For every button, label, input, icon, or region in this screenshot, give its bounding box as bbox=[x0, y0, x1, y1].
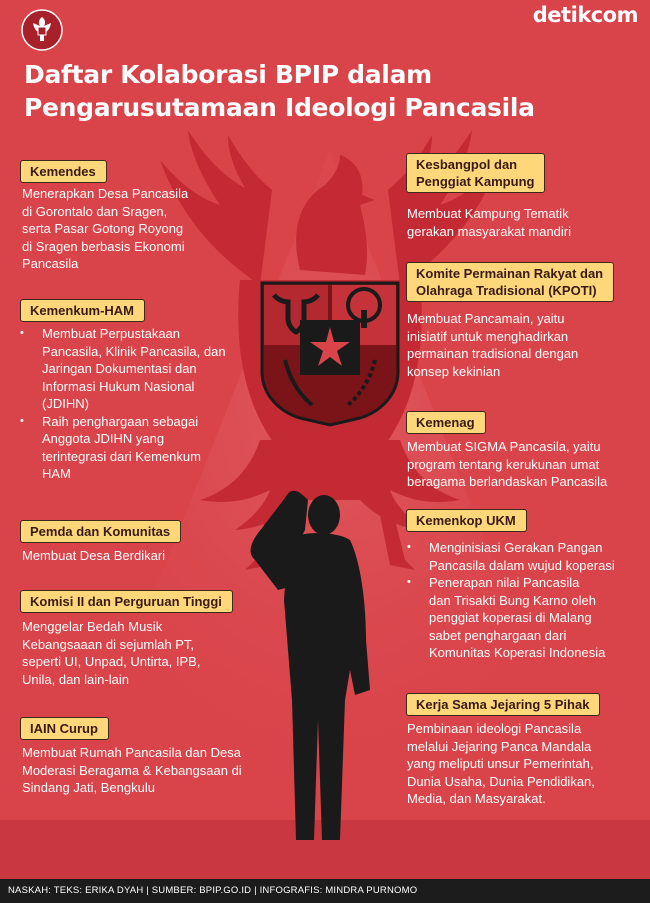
desc-komisi-ii bbox=[22, 618, 200, 688]
list-item bbox=[407, 574, 615, 662]
desc-kemenag bbox=[407, 438, 607, 491]
badge-kemenag bbox=[406, 411, 486, 434]
text-line: (JDIHN) bbox=[42, 396, 89, 411]
text-line: Membuat Kampung Tematik bbox=[407, 206, 569, 221]
text-line: melalui Jejaring Panca Mandala bbox=[407, 738, 592, 754]
text-line: inisiatif untuk menghadirkan bbox=[407, 328, 569, 344]
garuda-logo-icon bbox=[20, 8, 64, 52]
text-line: Pancasila, Klinik Pancasila, dan bbox=[42, 343, 226, 359]
text-line: terintegrasi dari Kemenkum bbox=[42, 448, 201, 464]
badge-line: Kemenag bbox=[416, 415, 475, 430]
page-title bbox=[24, 58, 624, 124]
desc-kpoti bbox=[407, 310, 578, 380]
badge-kemenkop-ukm bbox=[406, 509, 527, 532]
list-item bbox=[20, 413, 226, 483]
text-line: Membuat Rumah Pancasila dan Desa bbox=[22, 745, 241, 760]
pancasila-shield bbox=[262, 283, 398, 425]
badge-kesbangpol bbox=[406, 153, 545, 193]
text-line: di Gorontalo dan Sragen, bbox=[22, 203, 168, 219]
text-line: Pancasila bbox=[22, 256, 79, 271]
text-line: • Menginisiasi Gerakan Pangan bbox=[429, 540, 603, 555]
text-line: Kebangsaaan di sejumlah PT, bbox=[22, 636, 195, 652]
badge-line: Kemenkop UKM bbox=[416, 513, 516, 528]
text-line: Membuat SIGMA Pancasila, yaitu bbox=[407, 439, 601, 454]
text-line: permainan tradisional dengan bbox=[407, 346, 579, 361]
text-line: penggiat koperasi di Malang bbox=[429, 610, 592, 625]
text-line: Moderasi Beragama & Kebangsaan di bbox=[22, 762, 242, 778]
list-item bbox=[20, 325, 226, 413]
badge-line: Penggiat Kampung bbox=[416, 174, 535, 189]
text-line: Menerapkan Desa Pancasila bbox=[22, 186, 189, 201]
badge-komisi-ii: Komisi II dan Perguruan Tinggi bbox=[20, 590, 233, 613]
text-line: Unila, dan lain-lain bbox=[22, 671, 129, 687]
footer-credits: NASKAH: TEKS: ERIKA DYAH | SUMBER: BPIP.GO.ID | INFOGRAFIS: MINDRA PURNOMO bbox=[0, 879, 650, 903]
desc-kemendes bbox=[22, 185, 188, 273]
desc-kesbangpol bbox=[407, 205, 571, 240]
badge-iain-curup: IAIN Curup bbox=[20, 717, 109, 740]
text-line: HAM bbox=[42, 466, 71, 481]
text-line: • Penerapan nilai Pancasila bbox=[429, 575, 580, 590]
badge-pemda-komunitas: Pemda dan Komunitas bbox=[20, 520, 181, 543]
text-line: Komunitas Koperasi Indonesia bbox=[429, 645, 606, 660]
text-line: Pembinaan ideologi Pancasila bbox=[407, 721, 582, 736]
title-line: Daftar Kolaborasi BPIP dalam bbox=[24, 60, 432, 89]
text-line: Membuat Desa Berdikari bbox=[22, 548, 166, 563]
text-line: Dunia Usaha, Dunia Pendidikan, bbox=[407, 773, 595, 789]
title-line: Pengarusutamaan Ideologi Pancasila bbox=[24, 93, 535, 122]
text-line: di Sragen berbasis Ekonomi bbox=[22, 238, 185, 254]
desc-pemda-komunitas bbox=[22, 547, 165, 565]
brand-logo: detikcom bbox=[532, 3, 638, 27]
badge-kemenkum-ham: Kemenkum-HAM bbox=[20, 299, 145, 322]
list-kemenkop-ukm bbox=[407, 539, 615, 662]
text-line: seperti UI, Unpad, Untirta, IPB, bbox=[22, 654, 201, 669]
text-line: sabet penghargaan dari bbox=[429, 627, 567, 643]
badge-kpoti bbox=[406, 262, 614, 302]
desc-iain-curup bbox=[22, 744, 242, 797]
text-line: gerakan masyarakat mandiri bbox=[407, 223, 572, 239]
badge-jejaring bbox=[406, 693, 600, 716]
text-line: Informasi Hukum Nasional bbox=[42, 378, 195, 394]
list-kemenkum-ham bbox=[20, 325, 226, 483]
badge-kemendes: Kemendes bbox=[20, 160, 107, 183]
text-line: yang meliputi unsur Pemerintah, bbox=[407, 756, 594, 771]
text-line: konsep kekinian bbox=[407, 363, 501, 379]
text-line: Jaringan Dokumentasi dan bbox=[42, 361, 197, 376]
text-line: program tentang kerukunan umat bbox=[407, 456, 600, 472]
list-item bbox=[407, 539, 615, 574]
text-line: Anggota JDIHN yang bbox=[42, 431, 165, 446]
text-line: • Raih penghargaan sebagai bbox=[42, 413, 199, 429]
text-line: Membuat Pancamain, yaitu bbox=[407, 311, 565, 326]
text-line: Pancasila dalam wujud koperasi bbox=[429, 557, 615, 573]
badge-line: Komite Permainan Rakyat dan bbox=[416, 266, 604, 281]
text-line: serta Pasar Gotong Royong bbox=[22, 221, 184, 236]
badge-line: Olahraga Tradisional (KPOTI) bbox=[416, 283, 597, 298]
badge-line: Kerja Sama Jejaring 5 Pihak bbox=[416, 697, 590, 712]
desc-jejaring bbox=[407, 720, 595, 808]
text-line: beragama berlandaskan Pancasila bbox=[407, 474, 608, 489]
text-line: Media, dan Masyarakat. bbox=[407, 791, 546, 806]
text-line: dan Trisakti Bung Karno oleh bbox=[429, 592, 596, 608]
text-line: Menggelar Bedah Musik bbox=[22, 619, 163, 634]
badge-line: Kesbangpol dan bbox=[416, 157, 518, 172]
text-line: • Membuat Perpustakaan bbox=[42, 326, 181, 341]
text-line: Sindang Jati, Bengkulu bbox=[22, 780, 155, 795]
